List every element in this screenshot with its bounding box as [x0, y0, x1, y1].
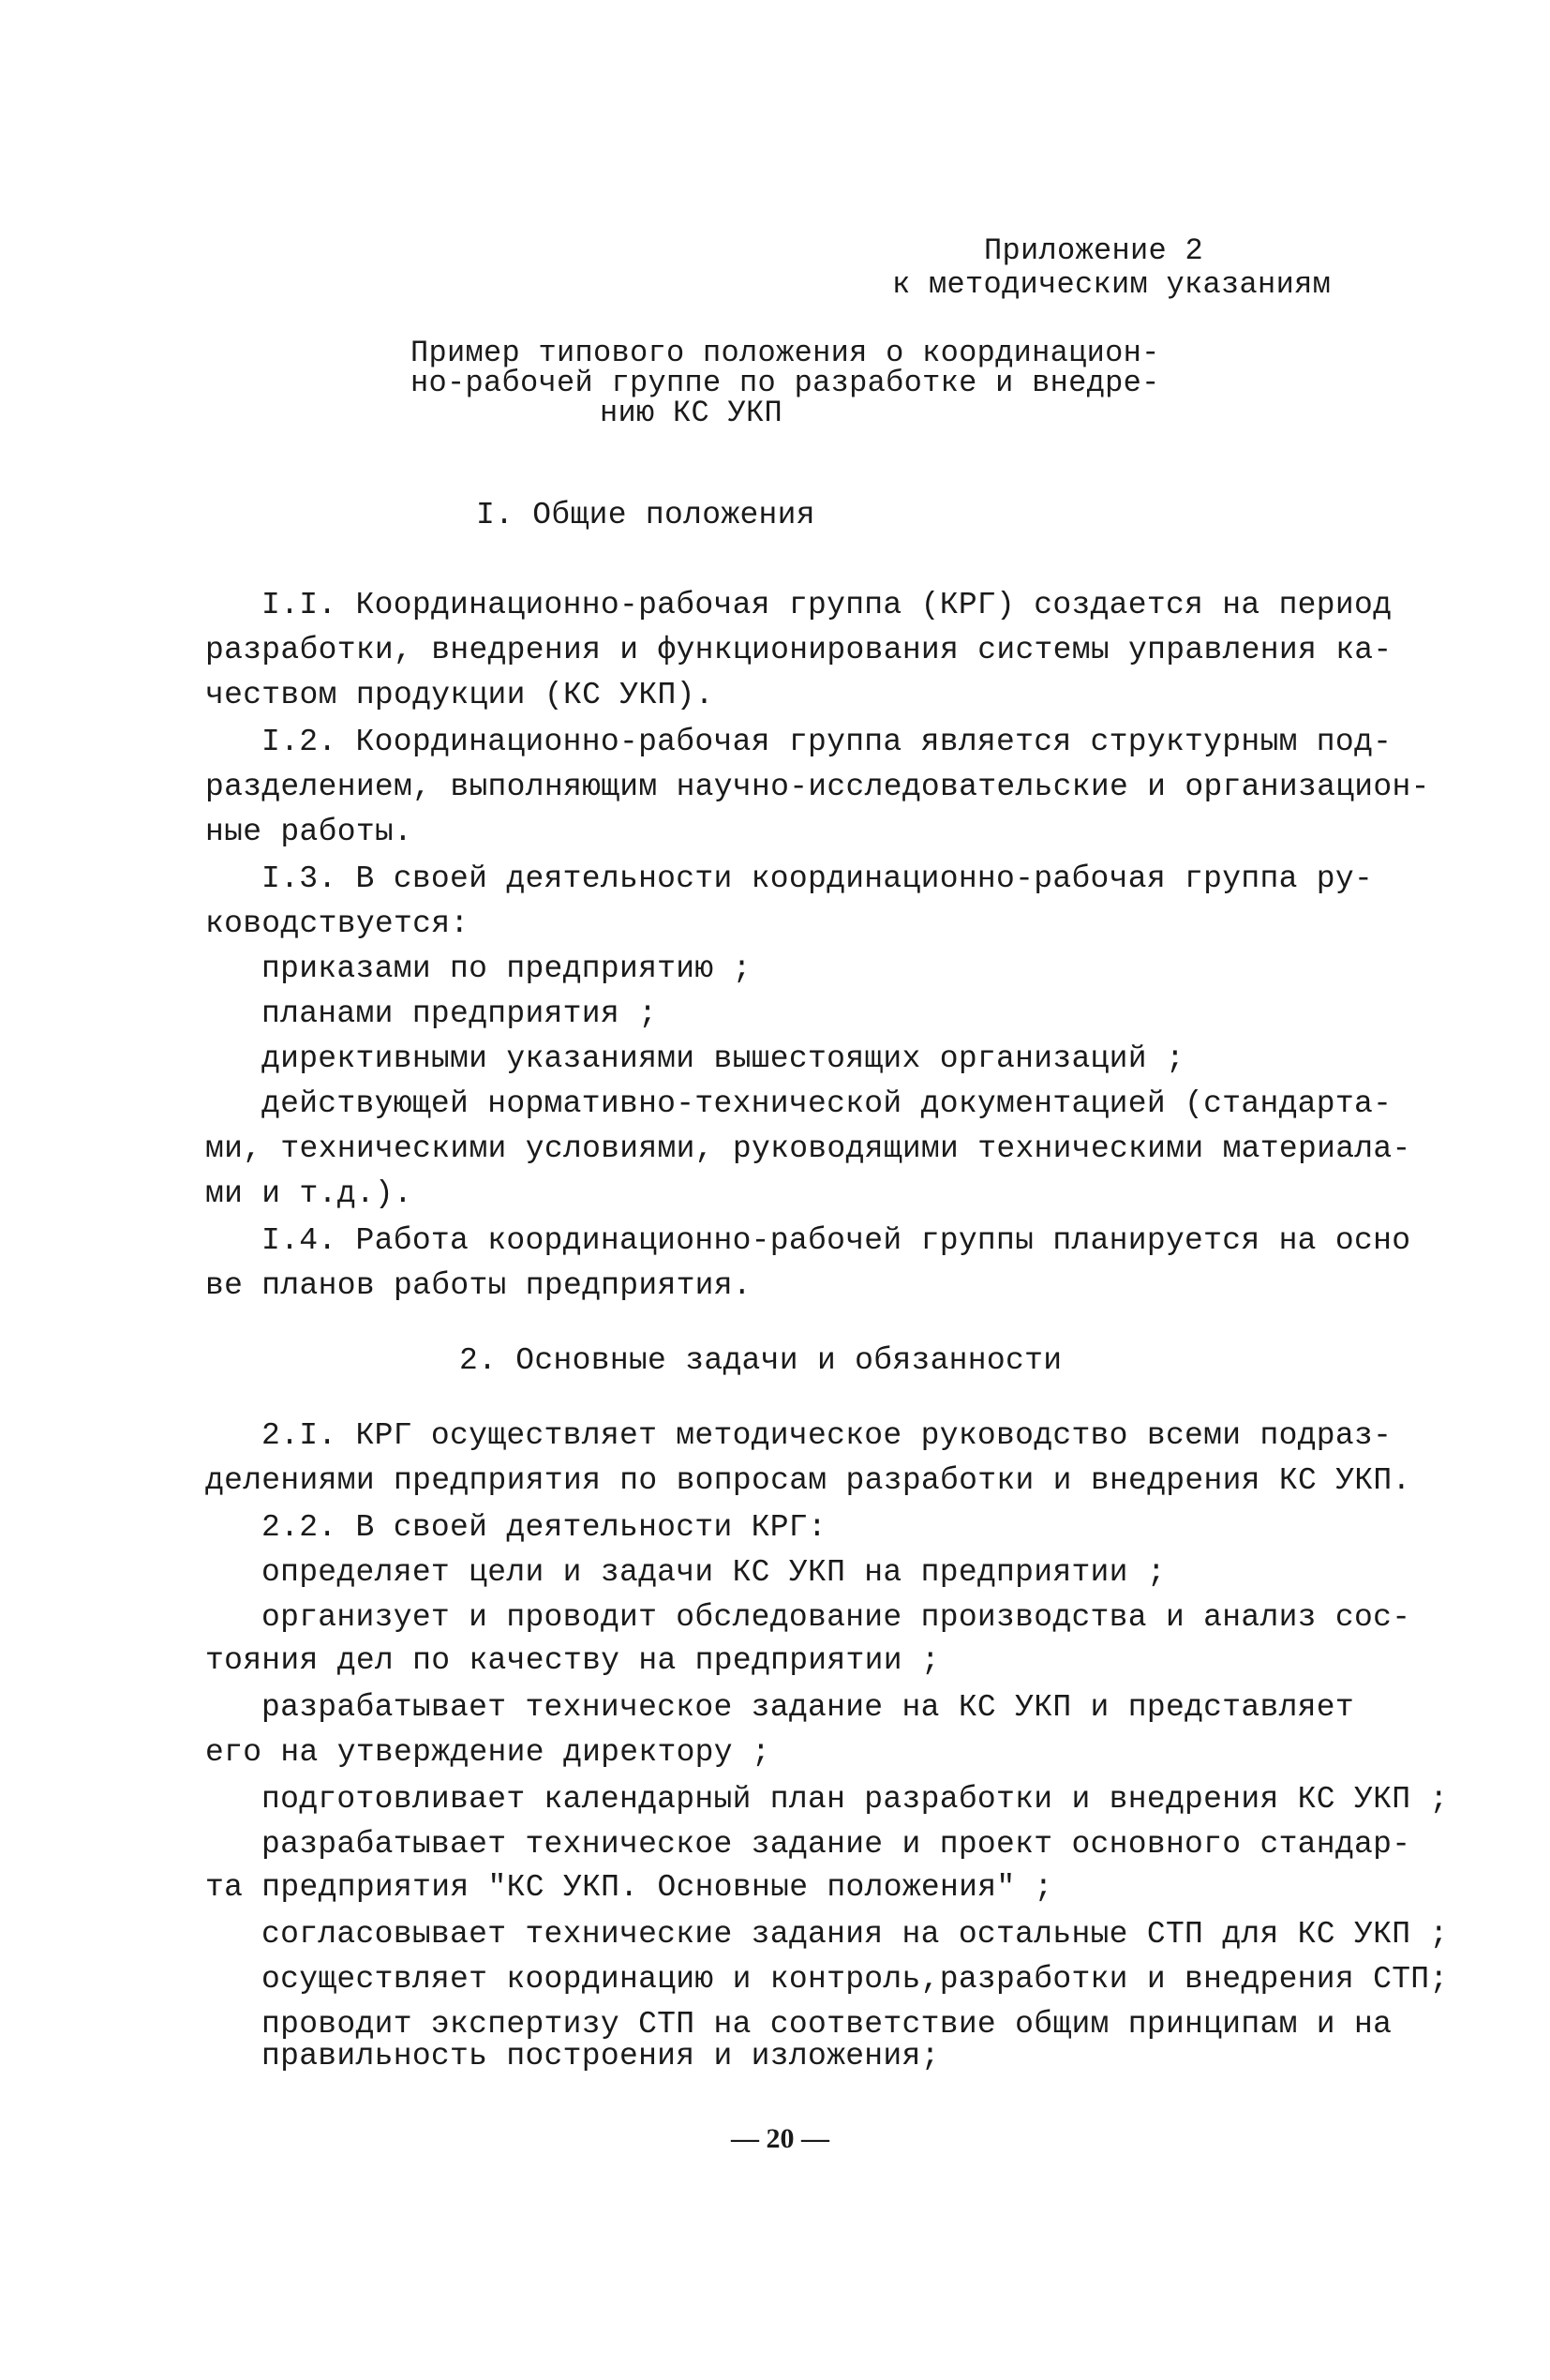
- list-item: проводит экспертизу СТП на соответствие общим принципам и на: [261, 2007, 1393, 2042]
- paragraph-line: I.I. Координационно-рабочая группа (КРГ) создается на период: [261, 588, 1393, 622]
- paragraph-line: ми и т.д.).: [205, 1176, 413, 1211]
- paragraph-line: ководствуется:: [205, 906, 469, 941]
- section-heading-tasks: 2. Основные задачи и обязанности: [459, 1343, 1063, 1378]
- list-item: разрабатывает техническое задание и проект основного стандар-: [261, 1827, 1411, 1862]
- list-item: подготовливает календарный план разработки и внедрения КС УКП ;: [261, 1782, 1449, 1817]
- list-item: приказами по предприятию ;: [261, 951, 752, 986]
- list-item-continuation: его на утверждение директору ;: [205, 1735, 771, 1770]
- list-item-continuation: тояния дел по качеству на предприятии ;: [205, 1643, 941, 1678]
- paragraph-line: разделением, выполняющим научно-исследовательские и организацион-: [205, 770, 1430, 804]
- document-title-line: Пример типового положения о координацион-: [410, 336, 1160, 370]
- appendix-label: Приложение 2: [984, 233, 1204, 268]
- paragraph-line: I.2. Координационно-рабочая группа является структурным под-: [261, 725, 1393, 759]
- list-item: согласовывает технические задания на остальные СТП для КС УКП ;: [261, 1917, 1449, 1952]
- appendix-target: к методическим указаниям: [892, 267, 1332, 302]
- list-item: планами предприятия ;: [261, 996, 658, 1031]
- document-title-line: нию КС УКП: [600, 396, 783, 430]
- list-item: действующей нормативно-технической документацией (стандарта-: [261, 1086, 1393, 1121]
- paragraph-line: 2.2. В своей деятельности КРГ:: [261, 1510, 827, 1545]
- list-item: определяет цели и задачи КС УКП на предприятии ;: [261, 1555, 1166, 1590]
- paragraph-line: разработки, внедрения и функционирования системы управления ка-: [205, 633, 1393, 667]
- paragraph-line: I.4. Работа координационно-рабочей группы планируется на осно: [261, 1223, 1411, 1258]
- section-heading-general: I. Общие положения: [476, 498, 815, 532]
- paragraph-line: делениями предприятия по вопросам разработки и внедрения КС УКП.: [205, 1463, 1411, 1498]
- paragraph-line: 2.I. КРГ осуществляет методическое руководство всеми подраз-: [261, 1418, 1393, 1453]
- paragraph-line: ве планов работы предприятия.: [205, 1268, 752, 1303]
- paragraph-line: чеством продукции (КС УКП).: [205, 678, 714, 712]
- list-item: организует и проводит обследование производства и анализ сос-: [261, 1600, 1411, 1635]
- list-item-continuation: правильность построения и изложения;: [261, 2039, 940, 2073]
- list-item: осуществляет координацию и контроль,разработки и внедрения СТП;: [261, 1962, 1449, 1997]
- list-item-continuation: та предприятия "КС УКП. Основные положения" ;: [205, 1870, 1053, 1905]
- document-title-line: но-рабочей группе по разработке и внедре-: [410, 366, 1160, 400]
- paragraph-line: ные работы.: [205, 815, 413, 849]
- list-item: директивными указаниями вышестоящих организаций ;: [261, 1041, 1185, 1076]
- page-number: — 20 —: [731, 2123, 829, 2154]
- paragraph-line: ми, техническими условиями, руководящими техническими материала-: [205, 1131, 1411, 1166]
- paragraph-line: I.3. В своей деятельности координационно-рабочая группа ру-: [261, 861, 1374, 896]
- list-item: разрабатывает техническое задание на КС УКП и представляет: [261, 1690, 1354, 1725]
